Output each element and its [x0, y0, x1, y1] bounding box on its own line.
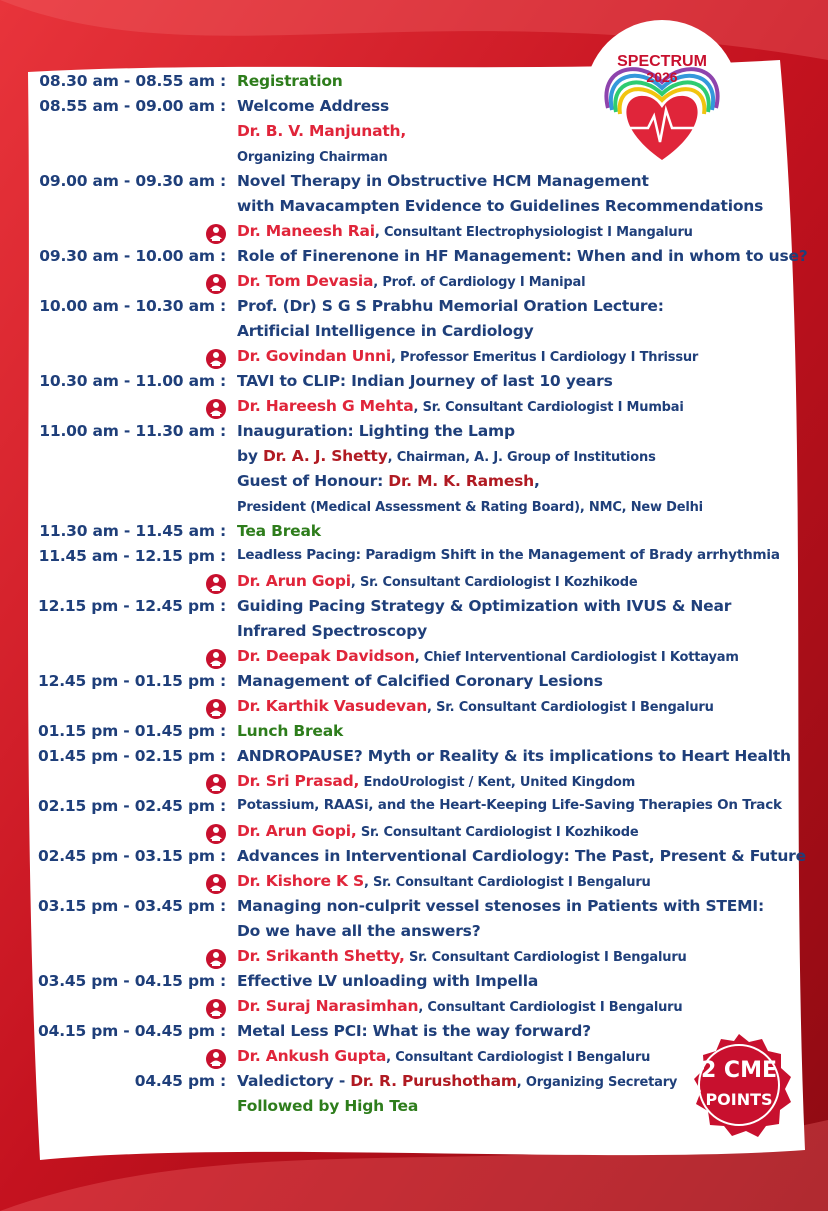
logo-name: SPECTRUM [617, 53, 707, 70]
speaker-line [237, 772, 635, 790]
schedule-row [0, 972, 828, 997]
speaker-name: Dr. M. K. Ramesh [388, 472, 534, 490]
speaker-icon [205, 398, 227, 420]
speaker-icon [205, 573, 227, 595]
session-time: 04.45 pm : [134, 1072, 226, 1090]
speaker-icon [205, 273, 227, 295]
speaker-line [237, 697, 714, 715]
speaker-affiliation: , Sr. Consultant Cardiologist I Mumbai [413, 400, 684, 415]
speaker-line [237, 222, 693, 240]
schedule-row [0, 997, 828, 1022]
schedule-row [0, 872, 828, 897]
schedule-row [0, 222, 828, 247]
schedule-row [0, 247, 828, 272]
speaker-name: Dr. A. J. Shetty [263, 447, 388, 465]
schedule-row [0, 347, 828, 372]
speaker-line [237, 347, 698, 365]
session-title: Do we have all the answers? [237, 922, 481, 940]
speaker-affiliation: , Chairman, A. J. Group of Institutions [387, 450, 656, 465]
session-content [237, 597, 731, 615]
speaker-name: Dr. Tom Devasia [237, 272, 374, 290]
speaker-name: Dr. B. V. Manjunath, [237, 122, 407, 140]
schedule-row [0, 122, 828, 147]
schedule-row [0, 647, 828, 672]
schedule-row [0, 272, 828, 297]
session-title: Advances in Interventional Cardiology: The Past, Present & Future [237, 847, 806, 865]
speaker-icon [205, 348, 227, 370]
session-title: Managing non-culprit vessel stenoses in Patients with STEMI: [237, 897, 764, 915]
session-content [237, 747, 791, 765]
schedule-row [0, 622, 828, 647]
session-title: Leadless Pacing: Paradigm Shift in the Management of Brady arrhythmia [237, 547, 780, 563]
session-content [237, 522, 321, 540]
speaker-line [237, 122, 406, 140]
session-content [237, 922, 481, 940]
speaker-name: Dr. Karthik Vasudevan [237, 697, 428, 715]
schedule-row [0, 922, 828, 947]
note-text: Organizing Chairman [237, 150, 388, 165]
session-content [237, 972, 538, 990]
speaker-affiliation: Sr. Consultant Cardiologist I Bengaluru [404, 950, 687, 965]
speaker-line [237, 822, 638, 840]
schedule-row [0, 522, 828, 547]
speaker-icon [205, 773, 227, 795]
session-content [237, 1022, 591, 1040]
guest-label: Guest of Honour: [237, 472, 389, 490]
note-text: President (Medical Assessment & Rating Board), NMC, New Delhi [237, 500, 703, 515]
by-label: by [237, 447, 263, 465]
session-time: 11.00 am - 11.30 am : [39, 422, 226, 440]
session-title: Metal Less PCI: What is the way forward? [237, 1022, 591, 1040]
speaker-affiliation: , Consultant Cardiologist I Bengaluru [386, 1050, 651, 1065]
schedule-row [0, 197, 828, 222]
speaker-affiliation: , Chief Interventional Cardiologist I Kottayam [414, 650, 739, 665]
speaker-affiliation: , Sr. Consultant Cardiologist I Bengaluru [363, 875, 651, 890]
schedule-row [0, 547, 828, 572]
schedule-row [0, 372, 828, 397]
speaker-line [237, 272, 585, 290]
session-title: Effective LV unloading with Impella [237, 972, 539, 990]
session-title: Infrared Spectroscopy [237, 622, 428, 640]
session-time: 08.30 am - 08.55 am : [39, 72, 226, 90]
session-content [237, 372, 613, 390]
session-content [237, 172, 649, 190]
session-time: 01.15 pm - 01.45 pm : [38, 722, 226, 740]
logo-year: 2026 [646, 69, 678, 85]
session-content [237, 1097, 418, 1115]
session-time: 04.15 pm - 04.45 pm : [38, 1022, 226, 1040]
speaker-affiliation: , Organizing Secretary [516, 1075, 678, 1090]
speaker-name: Dr. Arun Gopi [237, 572, 351, 590]
session-title: Welcome Address [237, 97, 390, 115]
session-time: 12.45 pm - 01.15 pm : [38, 672, 226, 690]
speaker-line [237, 647, 739, 665]
punctuation: , [534, 472, 540, 490]
note-line [237, 147, 388, 165]
speaker-affiliation: EndoUrologist / Kent, United Kingdom [359, 775, 636, 790]
speaker-name: Dr. Hareesh G Mehta [237, 397, 414, 415]
schedule-row [0, 572, 828, 597]
session-content [237, 722, 343, 740]
session-content [237, 1072, 677, 1090]
speaker-affiliation: , Consultant Electrophysiologist I Mangaluru [374, 225, 693, 240]
session-title: Valedictory - [237, 1072, 351, 1090]
schedule-row [0, 297, 828, 322]
schedule-row [0, 672, 828, 697]
speaker-line [237, 572, 638, 590]
session-content [237, 622, 427, 640]
speaker-affiliation: , Sr. Consultant Cardiologist I Kozhikode [350, 575, 638, 590]
session-time: 09.00 am - 09.30 am : [39, 172, 226, 190]
session-title: Inauguration: Lighting the Lamp [237, 422, 515, 440]
session-time: 02.15 pm - 02.45 pm : [38, 797, 226, 815]
session-content [237, 672, 603, 690]
schedule-row [0, 822, 828, 847]
session-title: with Mavacampten Evidence to Guidelines Recommendations [237, 197, 764, 215]
session-content [237, 322, 534, 340]
speaker-line [237, 1047, 650, 1065]
speaker-line [237, 397, 684, 415]
note-line [237, 497, 703, 515]
schedule-row [0, 772, 828, 797]
speaker-name: Dr. R. Purushotham [350, 1072, 517, 1090]
session-content [237, 97, 389, 115]
speaker-name: Dr. Deepak Davidson [237, 647, 415, 665]
schedule-row [0, 497, 828, 522]
session-time: 09.30 am - 10.00 am : [39, 247, 226, 265]
session-content [237, 72, 343, 90]
session-time: 10.30 am - 11.00 am : [39, 372, 226, 390]
speaker-line [237, 872, 651, 890]
speaker-name: Dr. Srikanth Shetty, [237, 947, 405, 965]
session-time: 03.15 pm - 03.45 pm : [38, 897, 226, 915]
schedule-row [0, 722, 828, 747]
session-time: 11.45 am - 12.15 pm : [38, 547, 226, 565]
session-time: 02.45 pm - 03.15 pm : [38, 847, 226, 865]
session-time: 12.15 pm - 12.45 pm : [38, 597, 226, 615]
badge-line2: POINTS [705, 1090, 773, 1109]
session-title: Management of Calcified Coronary Lesions [237, 672, 603, 690]
speaker-affiliation: , Sr. Consultant Cardiologist I Bengaluru [427, 700, 714, 715]
schedule-row [0, 397, 828, 422]
schedule-row [0, 597, 828, 622]
schedule-row [0, 147, 828, 172]
session-title: Tea Break [237, 522, 321, 540]
speaker-icon [205, 698, 227, 720]
schedule-row [0, 422, 828, 447]
session-title: ANDROPAUSE? Myth or Reality & its implications to Heart Health [237, 747, 791, 765]
schedule-row [0, 322, 828, 347]
schedule-row [0, 72, 828, 97]
speaker-icon [205, 873, 227, 895]
speaker-name: Dr. Arun Gopi, [237, 822, 357, 840]
session-content [237, 897, 764, 915]
speaker-icon [205, 998, 227, 1020]
speaker-name: Dr. Kishore K S [237, 872, 364, 890]
session-content [237, 247, 808, 265]
speaker-name: Dr. Ankush Gupta [237, 1047, 387, 1065]
session-content [237, 422, 515, 440]
schedule-row [0, 447, 828, 472]
speaker-name: Dr. Suraj Narasimhan [237, 997, 419, 1015]
session-title: Artificial Intelligence in Cardiology [237, 322, 534, 340]
session-content [237, 847, 806, 865]
schedule-row [0, 947, 828, 972]
session-time: 11.30 am - 11.45 am : [39, 522, 226, 540]
speaker-affiliation: , Prof. of Cardiology I Manipal [373, 275, 586, 290]
schedule-row [0, 472, 828, 497]
speaker-name: Dr. Govindan Unni [237, 347, 391, 365]
schedule-row [0, 747, 828, 772]
schedule-row [0, 97, 828, 122]
schedule-row [0, 897, 828, 922]
speaker-name: Dr. Maneesh Rai [237, 222, 375, 240]
session-title: Potassium, RAASi, and the Heart-Keeping Life-Saving Therapies On Track [237, 797, 782, 813]
speaker-icon [205, 1048, 227, 1070]
session-title: Followed by High Tea [237, 1097, 419, 1115]
session-title: Registration [237, 72, 343, 90]
session-time: 01.45 pm - 02.15 pm : [38, 747, 226, 765]
session-content [237, 197, 763, 215]
speaker-line [237, 997, 682, 1015]
session-content [237, 547, 780, 563]
session-content [237, 447, 656, 465]
session-title: Role of Finerenone in HF Management: When and in whom to use? [237, 247, 808, 265]
session-time: 03.45 pm - 04.15 pm : [38, 972, 226, 990]
speaker-affiliation: Sr. Consultant Cardiologist I Kozhikode [356, 825, 639, 840]
session-content [237, 297, 664, 315]
cme-badge [684, 1032, 794, 1138]
schedule-row [0, 797, 828, 822]
session-time: 08.55 am - 09.00 am : [39, 97, 226, 115]
schedule-row [0, 697, 828, 722]
session-title: Prof. (Dr) S G S Prabhu Memorial Oration Lecture: [237, 297, 664, 315]
session-title: Lunch Break [237, 722, 344, 740]
session-title: TAVI to CLIP: Indian Journey of last 10 years [237, 372, 613, 390]
session-content [237, 797, 782, 813]
badge-line1: 2 CME [700, 1058, 778, 1083]
session-title: Guiding Pacing Strategy & Optimization with IVUS & Near [237, 597, 732, 615]
speaker-affiliation: , Consultant Cardiologist I Bengaluru [418, 1000, 683, 1015]
speaker-name: Dr. Sri Prasad, [237, 772, 360, 790]
speaker-icon [205, 648, 227, 670]
speaker-icon [205, 223, 227, 245]
schedule-row [0, 172, 828, 197]
session-content [237, 472, 540, 490]
speaker-icon [205, 823, 227, 845]
session-title: Novel Therapy in Obstructive HCM Management [237, 172, 649, 190]
speaker-affiliation: , Professor Emeritus I Cardiology I Thrissur [390, 350, 699, 365]
speaker-icon [205, 948, 227, 970]
session-time: 10.00 am - 10.30 am : [39, 297, 226, 315]
schedule-row [0, 847, 828, 872]
speaker-line [237, 947, 687, 965]
